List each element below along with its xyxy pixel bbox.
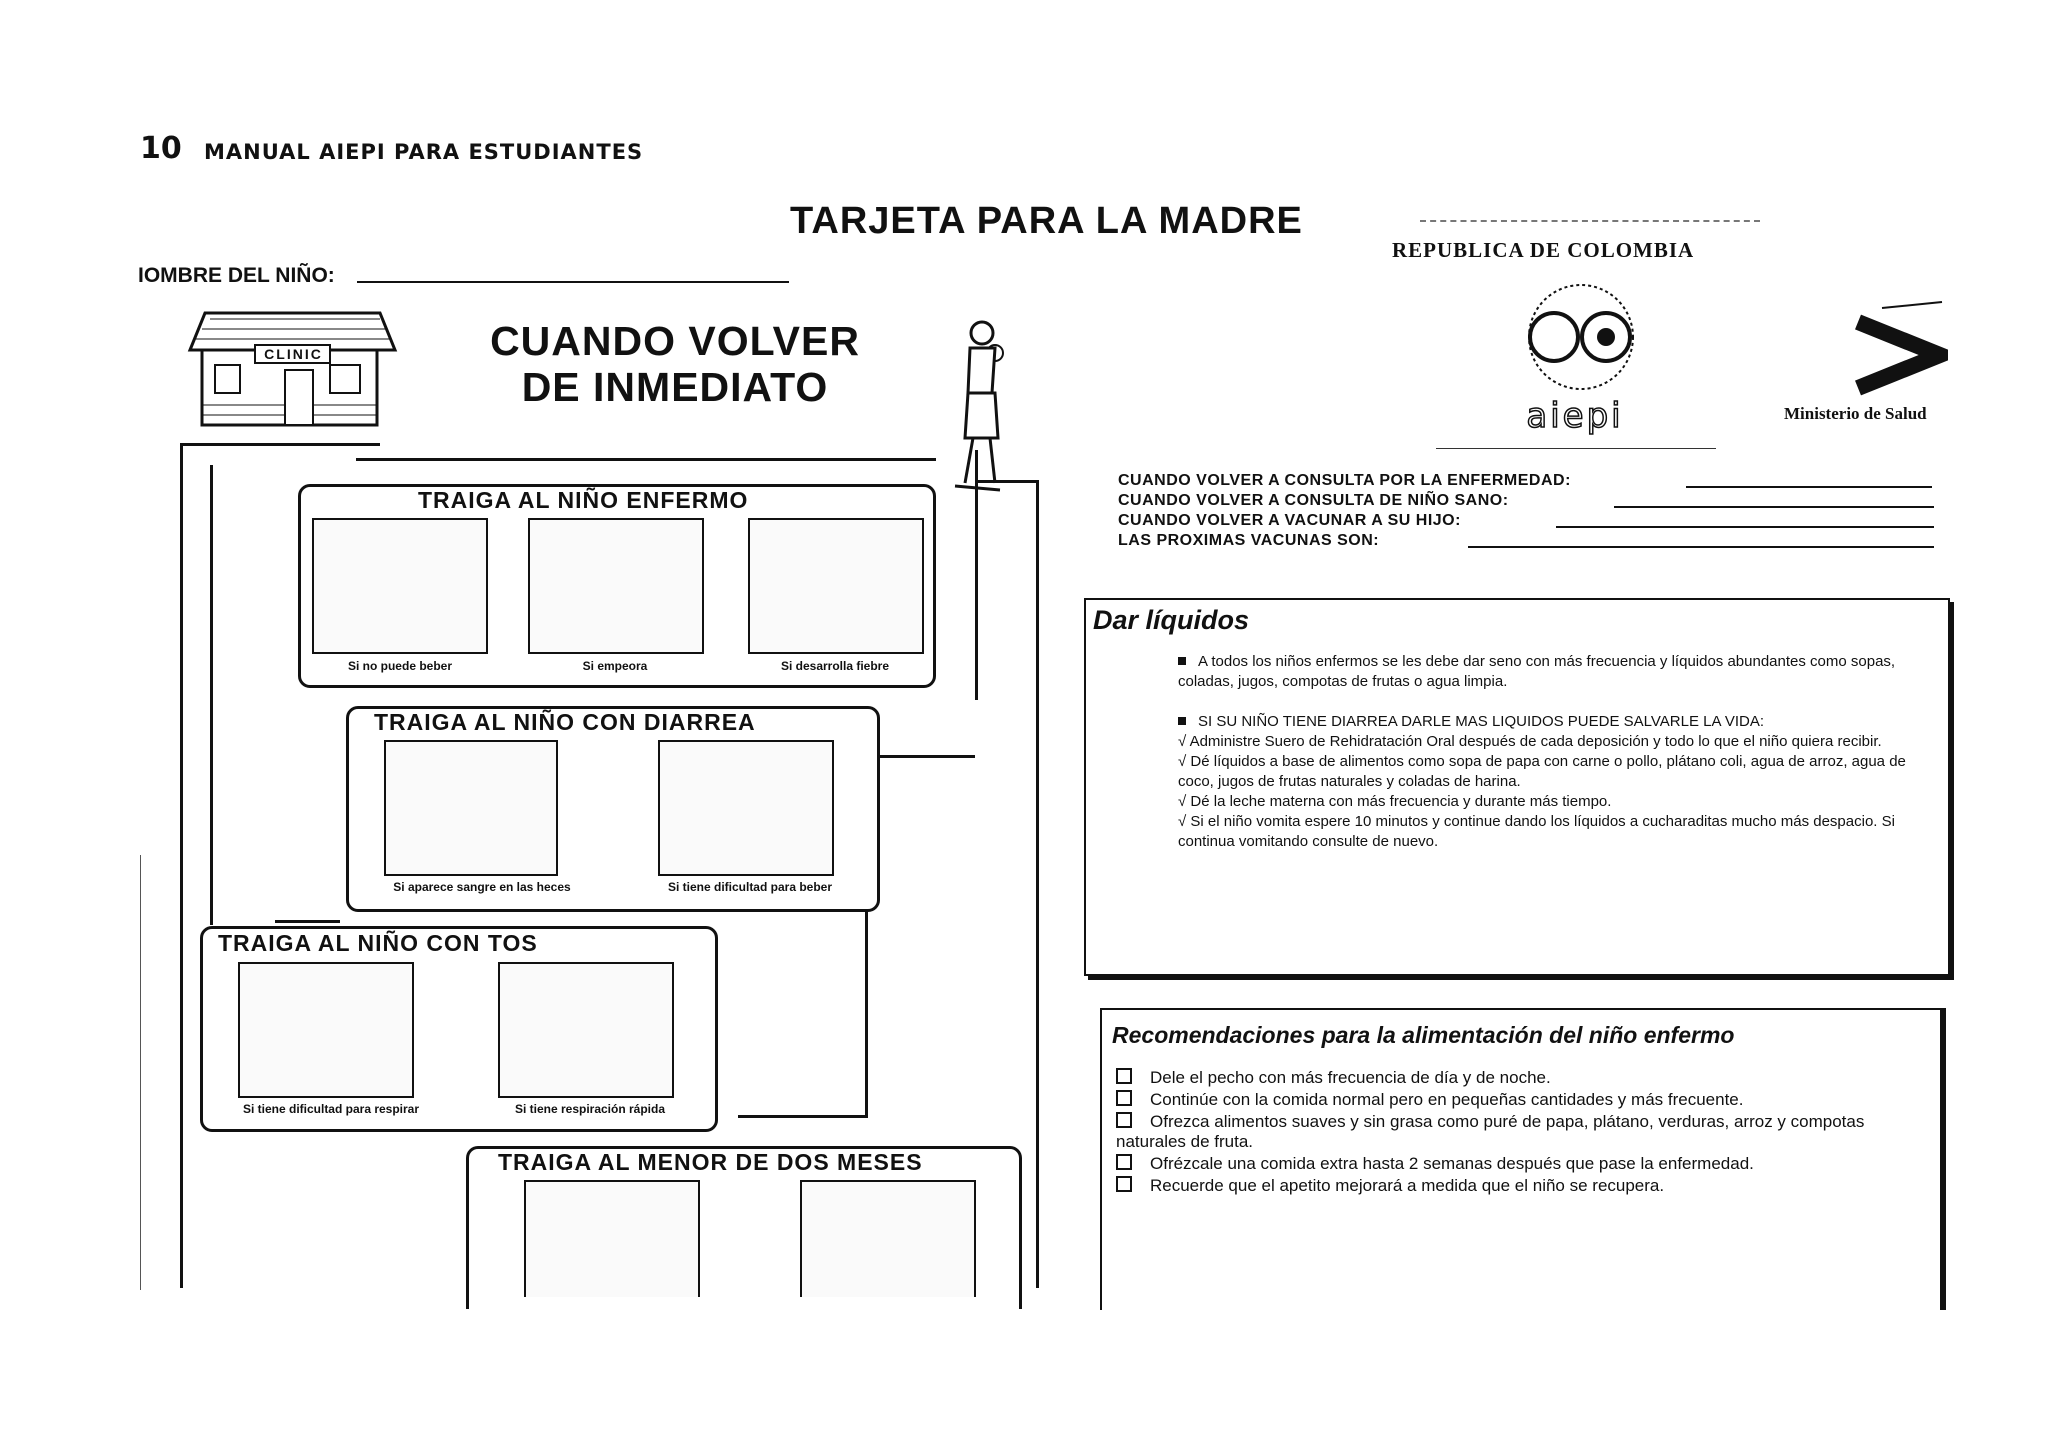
recomendaciones-title: Recomendaciones para la alimentación del niño enfermo: [1112, 1022, 1735, 1048]
checkbox-icon: [1116, 1176, 1132, 1192]
card-title: TARJETA PARA LA MADRE: [790, 200, 1303, 242]
panel-tos-title: TRAIGA AL NIÑO CON TOS: [218, 930, 538, 956]
bullet-square-icon: [1178, 717, 1186, 725]
picture-fiebre: [748, 518, 924, 654]
dar-liquidos-title: Dar líquidos: [1093, 605, 1250, 635]
recomendaciones-list: [1116, 1068, 1916, 1196]
consulta-vacunas-line: [1468, 546, 1934, 548]
path-outer-right-upper: [975, 450, 978, 700]
caption-respiracion-rapida: Si tiene respiración rápida: [514, 1102, 666, 1116]
header-dash-line: [1420, 220, 1760, 222]
path-outer-right: [1036, 480, 1039, 1288]
checkbox-icon: [1116, 1112, 1132, 1128]
liquidos-paragraph-2: SI SU NIÑO TIENE DIARREA DARLE MAS LIQUIDOS PUEDE SALVARLE LA VIDA:: [1178, 712, 1933, 732]
caption-empeora: Si empeora: [582, 659, 648, 673]
picture-menor-2: [800, 1180, 976, 1297]
consulta-vacunar-line: [1556, 526, 1934, 528]
consulta-vacunar: CUANDO VOLVER A VACUNAR A SU HIJO:: [1118, 512, 1461, 529]
caption-dificultad-respirar: Si tiene dificultad para respirar: [242, 1102, 420, 1116]
picture-no-puede-beber: [312, 518, 488, 654]
clinic-sign: CLINIC: [264, 346, 323, 362]
manual-title: MANUAL AIEPI PARA ESTUDIANTES: [204, 140, 644, 164]
picture-empeora: [528, 518, 704, 654]
picture-sangre-heces: [384, 740, 558, 876]
liquidos-item: √ Si el niño vomita espere 10 minutos y continue dando los líquidos a cucharaditas mucho más despacio. Si continua vomitando consulte de nuevo.: [1178, 813, 1895, 850]
checkbox-icon: [1116, 1154, 1132, 1170]
return-title-line2: DE INMEDIATO: [521, 364, 829, 410]
picture-respiracion-rapida: [498, 962, 674, 1098]
ministry-label: Ministerio de Salud: [1784, 404, 1927, 423]
caption-fiebre: Si desarrolla fiebre: [780, 659, 890, 673]
caption-dificultad-beber: Si tiene dificultad para beber: [667, 880, 833, 894]
page-number: 10: [140, 131, 182, 166]
path-top-left: [180, 443, 380, 446]
picture-menor-1: [524, 1180, 700, 1297]
recomendacion-item: Ofrézcale una comida extra hasta 2 semanas después que pase la enfermedad.: [1116, 1154, 1916, 1174]
aiepi-underline: [1436, 448, 1716, 449]
consulta-enfermedad: CUANDO VOLVER A CONSULTA POR LA ENFERMEDAD:: [1118, 472, 1571, 489]
panel-menor-title: TRAIGA AL MENOR DE DOS MESES: [498, 1149, 923, 1175]
consulta-enfermedad-line: [1686, 486, 1932, 488]
liquidos-paragraph-1: A todos los niños enfermos se les debe dar seno con más frecuencia y líquidos abundantes como sopas, coladas, jugos, compotas de frutas o agua limpia.: [1178, 653, 1896, 690]
path-bottom-join: [275, 920, 340, 923]
return-title-line1: CUANDO VOLVER: [490, 318, 860, 364]
recomendacion-item: Dele el pecho con más frecuencia de día y de noche.: [1116, 1068, 1916, 1088]
recomendacion-item: Recuerde que el apetito mejorará a medida que el niño se recupera.: [1116, 1176, 1916, 1196]
recomendacion-item: Ofrezca alimentos suaves y sin grasa como puré de papa, plátano, verduras, arroz y compotas naturales de fruta.: [1116, 1112, 1865, 1151]
path-outer-left: [180, 443, 183, 1288]
caption-no-puede-beber: Si no puede beber: [347, 659, 452, 673]
panel-diarrea-title: TRAIGA AL NIÑO CON DIARREA: [374, 709, 756, 735]
child-name-line: [357, 281, 789, 283]
consulta-nino-sano: CUANDO VOLVER A CONSULTA DE NIÑO SANO:: [1118, 492, 1509, 509]
return-title: [455, 318, 895, 410]
path-right-join: [975, 480, 1037, 483]
ministry-logo: [1852, 300, 1948, 400]
consulta-vacunas: LAS PROXIMAS VACUNAS SON:: [1118, 532, 1380, 549]
recomendacion-item: Continúe con la comida normal pero en pequeñas cantidades y más frecuente.: [1116, 1090, 1916, 1110]
checkbox-icon: [1116, 1068, 1132, 1084]
aiepi-logo: [1476, 282, 1686, 402]
aiepi-logo-text: aiepi: [1526, 396, 1624, 436]
path-step-3: [738, 1115, 868, 1118]
picture-dificultad-respirar: [238, 962, 414, 1098]
panel-enfermo-title: TRAIGA AL NIÑO ENFERMO: [418, 487, 749, 513]
picture-dificultad-beber: [658, 740, 834, 876]
dar-liquidos-text: [1178, 652, 1933, 852]
path-inner-left: [210, 465, 213, 925]
clinic-illustration: [180, 305, 400, 430]
caption-sangre-heces: Si aparece sangre en las heces: [393, 880, 571, 894]
liquidos-item: √ Dé la leche materna con más frecuencia y durante más tiempo.: [1178, 793, 1612, 810]
path-top-right: [356, 440, 936, 461]
page-left-margin-line: [140, 855, 141, 1290]
republic-label: REPUBLICA DE COLOMBIA: [1392, 238, 1695, 262]
checkbox-icon: [1116, 1090, 1132, 1106]
liquidos-item: √ Dé líquidos a base de alimentos como sopa de papa con carne o pollo, plátano coli, agua de arroz, agua de coco, jugos de frutas naturales y coladas de harina.: [1178, 753, 1906, 790]
child-name-label: IOMBRE DEL NIÑO:: [138, 264, 335, 287]
consulta-nino-sano-line: [1614, 506, 1934, 508]
liquidos-item: √ Administre Suero de Rehidratación Oral después de cada deposición y todo lo que el niño quiera recibir.: [1178, 733, 1882, 750]
path-step-1: [865, 755, 975, 758]
bullet-square-icon: [1178, 657, 1186, 665]
